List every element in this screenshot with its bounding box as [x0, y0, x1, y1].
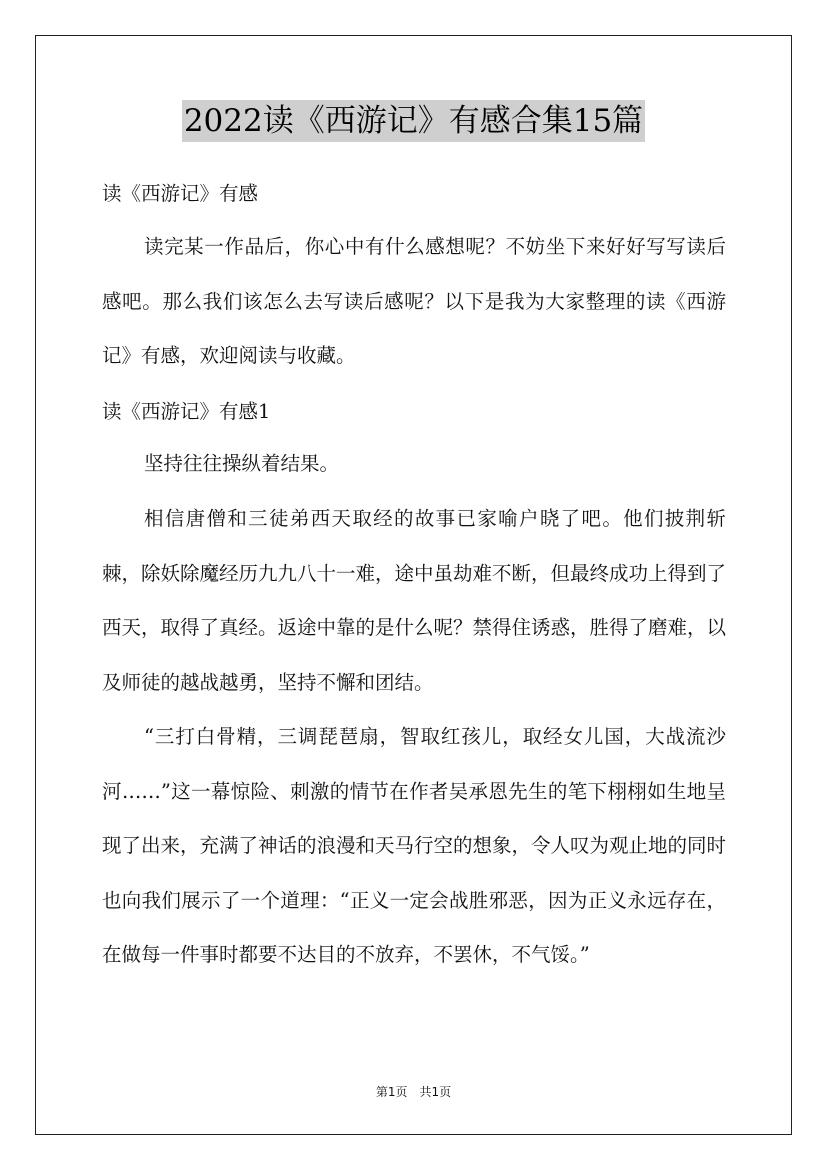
paragraph-1: 坚持往往操纵着结果。	[144, 452, 340, 475]
section-heading: 读《西游记》有感	[102, 182, 259, 205]
paragraph-3: “三打白骨精，三调琵琶扇，智取红孩儿，取经女儿国，大战流沙河……”这一幕惊险、刺激的情节在作者吴承恩先生的笔下栩栩如生地呈现了出来，充满了神话的浪漫和天马行空的想象，令人叹为观止地的同时也向我们展示了一个道理：“正义一定会战胜邪恶，因为正义永远存在，在做每一件事时都要不达目的不放弃，不罢休，不气馁。”	[102, 725, 727, 966]
paragraph-2: 相信唐僧和三徒弟西天取经的故事已家喻户晓了吧。他们披荆斩棘，除妖除魔经历九九八十一难，途中虽劫难不断，但最终成功上得到了西天，取得了真经。返途中靠的是什么呢？禁得住诱惑，胜得了磨难，以及师徒的越战越勇，坚持不懈和团结。	[102, 507, 727, 694]
document-title: 2022读《西游记》有感合集15篇	[182, 100, 645, 142]
page-footer: 第1页 共1页	[375, 1085, 452, 1099]
article-heading: 读《西游记》有感1	[102, 400, 271, 423]
title-wrapper	[0, 100, 827, 142]
intro-paragraph: 读完某一作品后，你心中有什么感想呢？不妨坐下来好好写写读后感吧。那么我们该怎么去写读后感呢？以下是我为大家整理的读《西游记》有感，欢迎阅读与收藏。	[102, 235, 726, 367]
